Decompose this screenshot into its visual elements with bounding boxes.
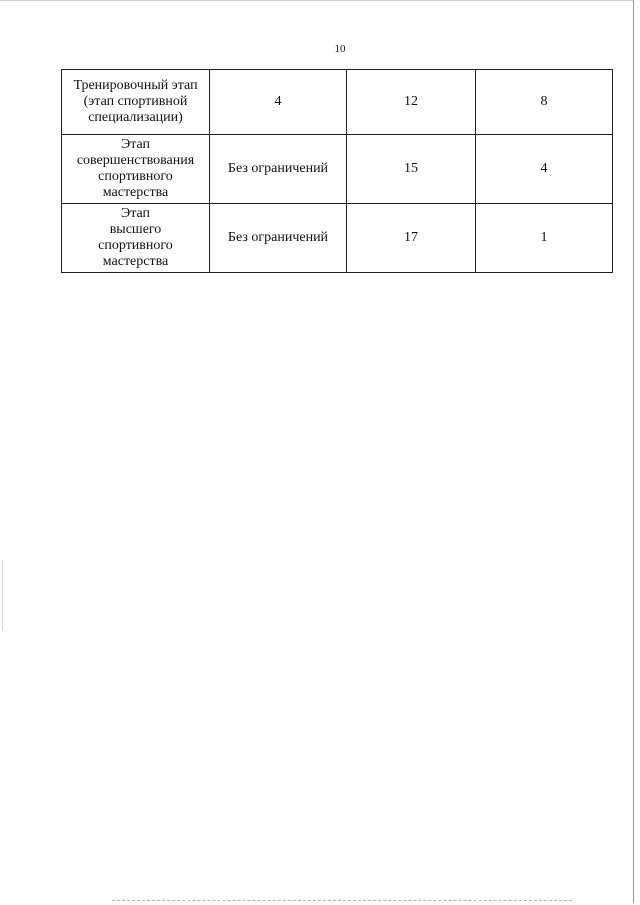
stage-name-line: (этап спортивной: [83, 94, 188, 109]
stage-name-line: спортивного: [98, 169, 173, 184]
table-row: [62, 135, 613, 204]
table-cell: 15: [347, 135, 476, 204]
stage-cell: [62, 70, 210, 135]
stage-name-line: высшего: [109, 222, 162, 237]
stage-name-line: мастерства: [102, 185, 169, 200]
stage-name-line: Этап: [120, 206, 151, 221]
table-row: [62, 204, 613, 273]
stage-cell: [62, 135, 210, 204]
scan-edge-mark: [2, 560, 3, 630]
table-cell: 1: [476, 204, 613, 273]
table-cell: 17: [347, 204, 476, 273]
table-cell: 8: [476, 70, 613, 135]
stage-name-line: специализации): [88, 110, 183, 125]
stage-name-line: мастерства: [102, 254, 169, 269]
table-cell: Без ограничений: [210, 204, 347, 273]
stage-name-line: спортивного: [98, 238, 173, 253]
stage-name-line: Этап: [120, 137, 151, 152]
table-cell: 12: [347, 70, 476, 135]
table-row: [62, 70, 613, 135]
page-number: 10: [334, 43, 346, 55]
table-cell: Без ограничений: [210, 135, 347, 204]
scan-bottom-edge: [112, 900, 572, 901]
sports-stages-table: [61, 69, 613, 273]
stage-cell: [62, 204, 210, 273]
stage-name-line: Тренировочный этап: [73, 78, 198, 93]
stage-name-line: совершенствования: [76, 153, 195, 168]
table-cell: 4: [210, 70, 347, 135]
table-cell: 4: [476, 135, 613, 204]
